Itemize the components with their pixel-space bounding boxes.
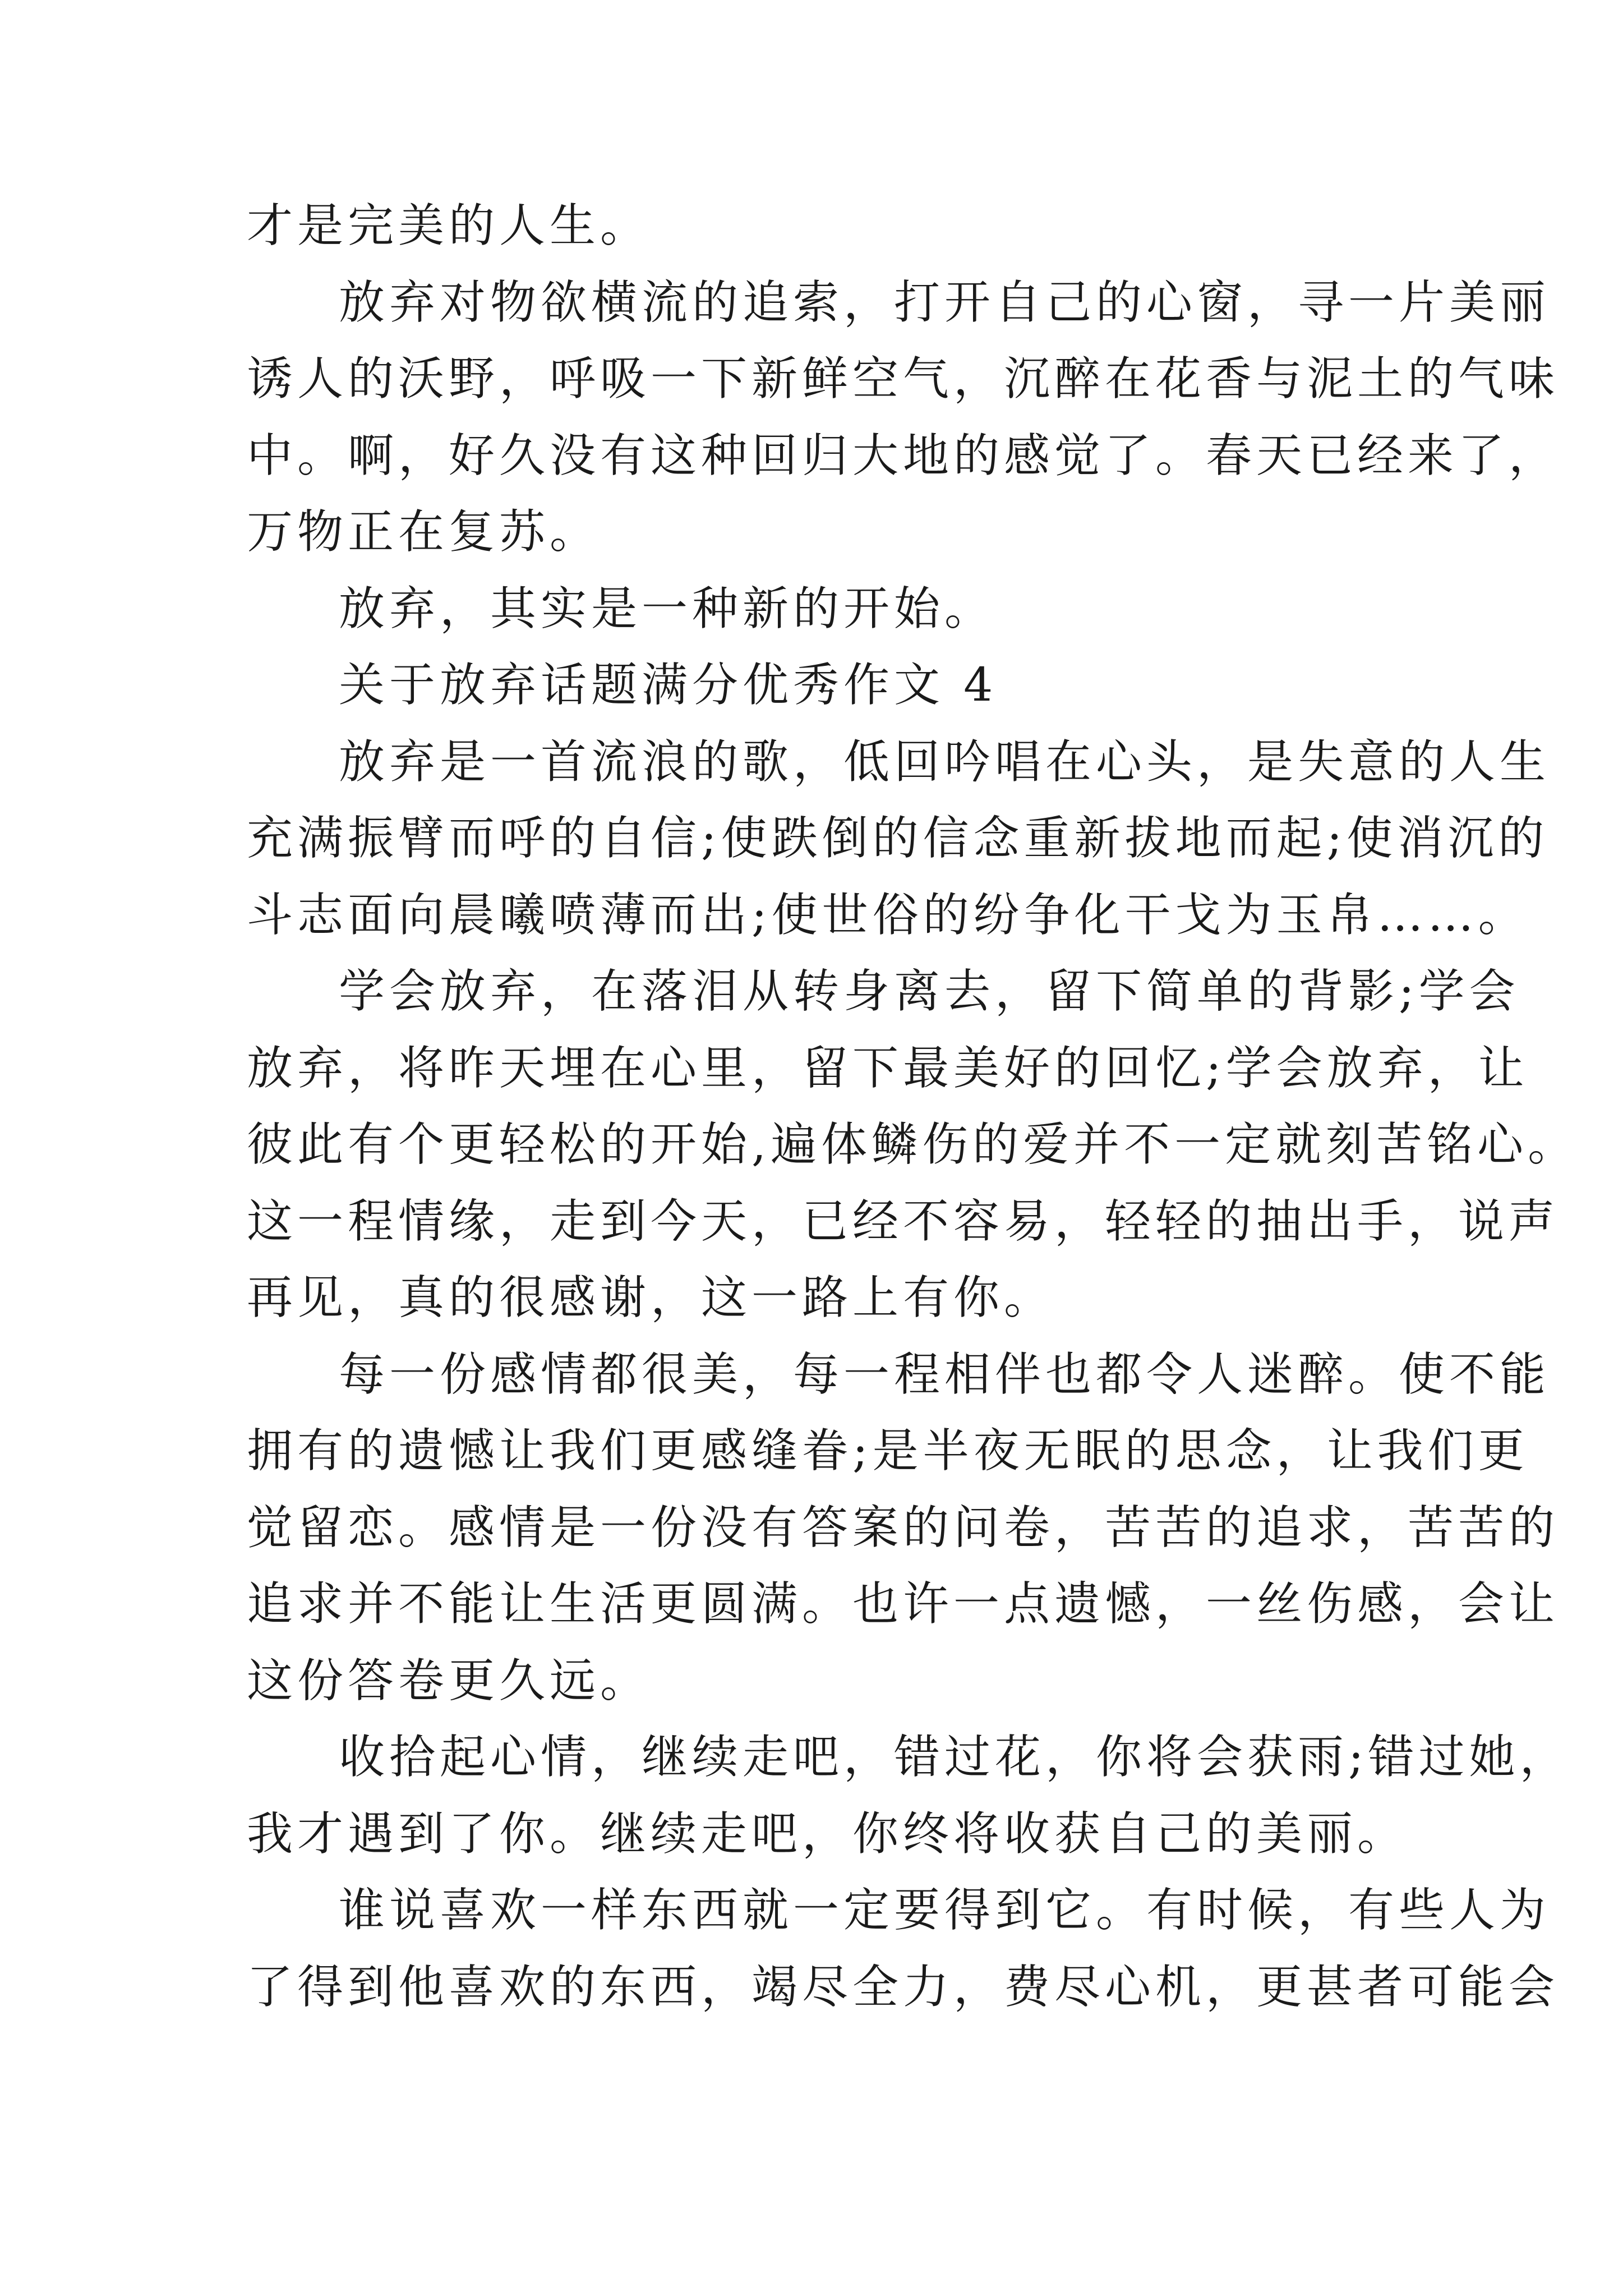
text-line: 充满振臂而呼的自信;使跌倒的信念重新拔地而起;使消沉的 <box>247 812 1549 865</box>
text-line: 放弃，将昨天埋在心里，留下最美好的回忆;学会放弃，让 <box>247 1041 1529 1095</box>
section-heading: 关于放弃话题满分优秀作文 4 <box>339 659 998 712</box>
text-line: 拥有的遗憾让我们更感缝眷;是半夜无眠的思念，让我们更 <box>247 1424 1529 1478</box>
text-line: 我才遇到了你。继续走吧，你终将收获自己的美丽。 <box>247 1807 1408 1861</box>
text-line: 学会放弃，在落泪从转身离去，留下简单的背影;学会 <box>339 965 1520 1018</box>
text-line: 中。啊，好久没有这种回归大地的感觉了。春天已经来了， <box>247 429 1560 482</box>
text-line: 彼此有个更轻松的开始,遍体鳞伤的爱并不一定就刻苦铭心。 <box>247 1118 1579 1171</box>
text-line: 放弃是一首流浪的歌，低回吟唱在心头，是失意的人生 <box>339 735 1551 789</box>
text-line: 斗志面向晨曦喷薄而出;使世俗的纷争化干戈为玉帛……。 <box>247 888 1529 942</box>
text-line: 收拾起心情，继续走吧，错过花，你将会获雨;错过她， <box>339 1731 1570 1784</box>
text-line: 觉留恋。感情是一份没有答案的问卷，苦苦的追求，苦苦的 <box>247 1501 1560 1554</box>
text-line: 每一份感情都很美，每一程相伴也都令人迷醉。使不能 <box>339 1347 1551 1401</box>
text-line: 追求并不能让生活更圆满。也许一点遗憾，一丝伤感，会让 <box>247 1577 1560 1631</box>
text-line: 谁说喜欢一样东西就一定要得到它。有时候，有些人为 <box>339 1884 1551 1937</box>
text-line: 再见，真的很感谢，这一路上有你。 <box>247 1271 1055 1324</box>
text-line: 放弃，其实是一种新的开始。 <box>339 582 995 636</box>
text-line: 诱人的沃野，呼吸一下新鲜空气，沉醉在花香与泥土的气味 <box>247 352 1560 406</box>
text-line: 万物正在复苏。 <box>247 505 601 559</box>
text-line: 才是完美的人生。 <box>247 199 651 252</box>
document-body <box>247 188 1579 2026</box>
text-line: 这一程情缘，走到今天，已经不容易，轻轻的抽出手，说声 <box>247 1194 1560 1248</box>
text-line: 了得到他喜欢的东西，竭尽全力，费尽心机，更甚者可能会 <box>247 1960 1560 2014</box>
text-line: 这份答卷更久远。 <box>247 1654 651 1708</box>
text-line: 放弃对物欲横流的追索，打开自己的心窗，寻一片美丽 <box>339 275 1551 329</box>
